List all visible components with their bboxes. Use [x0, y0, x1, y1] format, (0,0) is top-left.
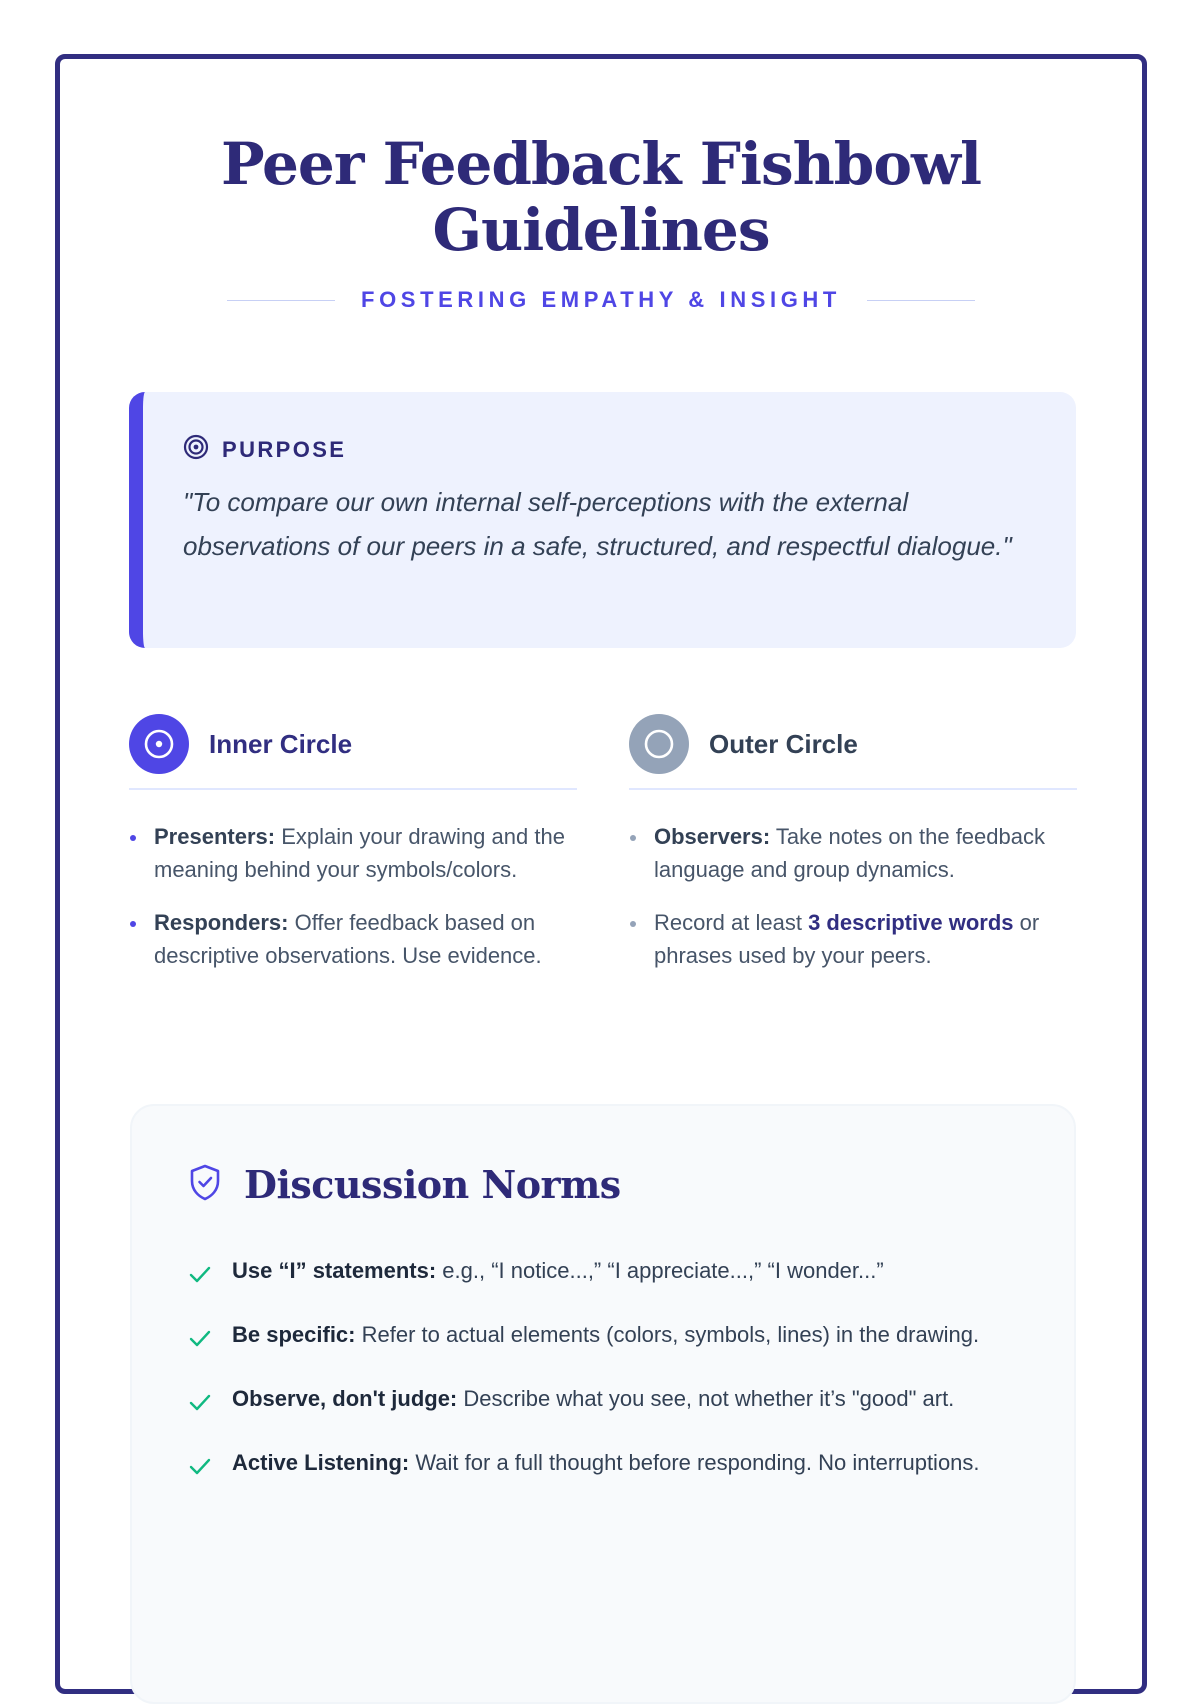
norm-item	[188, 1318, 1008, 1357]
purpose-label: PURPOSE	[222, 436, 347, 462]
item-text-post: or phrases used by your peers.	[654, 910, 1040, 968]
subtitle-row	[60, 287, 1142, 313]
list-item	[629, 906, 1077, 972]
norms-heading: Discussion Norms	[244, 1162, 621, 1207]
item-text: Explain your drawing and the meaning behind your symbols/colors.	[154, 824, 565, 882]
check-icon	[188, 1446, 232, 1485]
title-line-2: Guidelines	[432, 196, 770, 264]
item-lead: Observers:	[654, 824, 771, 849]
norm-item	[188, 1382, 1008, 1421]
item-text-pre: Record at least	[654, 910, 809, 935]
outer-circle-column	[629, 714, 1077, 992]
inner-circle-list	[129, 820, 577, 972]
norm-body: Describe what you see, not whether it’s "good" art.	[457, 1386, 955, 1411]
inner-circle-header	[129, 714, 577, 774]
norm-item	[188, 1446, 1008, 1485]
item-text: Take notes on the feedback language and group dynamics.	[654, 824, 1045, 882]
list-item	[129, 906, 577, 972]
outer-circle-header	[629, 714, 1077, 774]
purpose-quote: "To compare our own internal self-perceptions with the external observations of our peers in a safe, structured, and respectful dialogue."	[183, 487, 1012, 561]
purpose-panel	[129, 392, 1076, 648]
item-lead: Responders:	[154, 910, 289, 935]
inner-circle-column	[129, 714, 577, 992]
norm-lead: Be specific:	[232, 1322, 356, 1347]
target-icon	[183, 434, 209, 465]
check-icon	[188, 1318, 232, 1357]
norm-body: Refer to actual elements (colors, symbols, lines) in the drawing.	[355, 1322, 980, 1347]
item-text: Offer feedback based on descriptive observations. Use evidence.	[154, 910, 542, 968]
list-item	[629, 820, 1077, 886]
check-icon	[188, 1254, 232, 1293]
subtitle: FOSTERING EMPATHY & INSIGHT	[361, 287, 841, 312]
outer-circle-list	[629, 820, 1077, 972]
norm-text	[232, 1446, 980, 1479]
norm-body: e.g., “I notice...,” “I appreciate...,” “I wonder...”	[436, 1258, 884, 1283]
subtitle-divider-left	[227, 300, 335, 301]
outer-circle-title: Outer Circle	[709, 728, 858, 759]
norm-lead: Use “I” statements:	[232, 1258, 437, 1283]
norm-lead: Observe, don't judge:	[232, 1386, 458, 1411]
item-highlight: 3 descriptive words	[808, 910, 1014, 935]
page-title	[60, 131, 1142, 263]
list-item	[129, 820, 577, 886]
outer-circle-icon	[629, 714, 689, 774]
check-icon	[188, 1382, 232, 1421]
norm-body: Wait for a full thought before responding. No interruptions.	[409, 1450, 980, 1475]
subtitle-divider-right	[867, 300, 975, 301]
norm-item	[188, 1254, 1008, 1293]
inner-circle-icon	[129, 714, 189, 774]
item-lead: Presenters:	[154, 824, 276, 849]
outer-circle-divider	[629, 788, 1077, 790]
inner-circle-title: Inner Circle	[209, 728, 353, 759]
discussion-norms-panel	[130, 1104, 1076, 1704]
purpose-header	[183, 434, 346, 465]
inner-circle-divider	[129, 788, 577, 790]
norm-text	[232, 1254, 884, 1287]
norm-text	[232, 1382, 954, 1415]
norms-list	[188, 1254, 1008, 1510]
norms-header	[188, 1162, 621, 1207]
shield-check-icon	[188, 1163, 222, 1206]
guidelines-card	[55, 54, 1147, 1694]
title-line-1: Peer Feedback Fishbowl	[220, 130, 982, 198]
norm-lead: Active Listening:	[232, 1450, 410, 1475]
norm-text	[232, 1318, 979, 1351]
